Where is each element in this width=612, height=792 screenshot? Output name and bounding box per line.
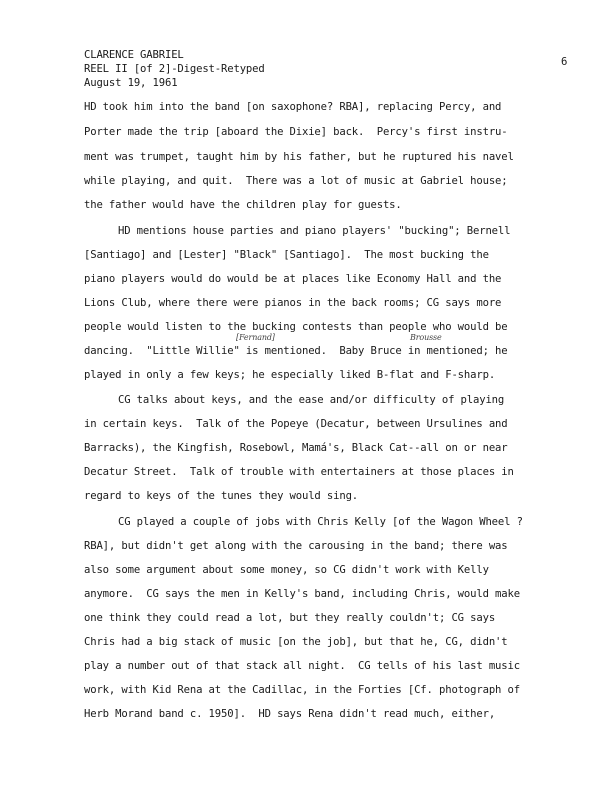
body-line: play a number out of that stack all night. CG tells of his last music: [84, 660, 520, 672]
body-line: piano players would do would be at places like Economy Hall and the: [84, 273, 502, 285]
body-line: Decatur Street. Talk of trouble with entertainers at those places in: [84, 466, 514, 478]
document-header: [84, 48, 265, 90]
body-line: ment was trumpet, taught him by his father, but he ruptured his navel: [84, 151, 514, 163]
handwritten-annotation-fernand: [Fernand]: [236, 333, 275, 342]
interview-date: August 19, 1961: [84, 77, 178, 89]
body-line: CG played a couple of jobs with Chris Kelly [of the Wagon Wheel ?: [118, 516, 523, 528]
body-line: in certain keys. Talk of the Popeye (Decatur, between Ursulines and: [84, 418, 508, 430]
reel-label: REEL II [of 2]-Digest-Retyped: [84, 63, 265, 75]
body-line: played in only a few keys; he especially liked B-flat and F-sharp.: [84, 369, 496, 381]
handwritten-annotation-brousse: Brousse: [410, 333, 442, 342]
body-line: work, with Kid Rena at the Cadillac, in the Forties [Cf. photograph of: [84, 684, 520, 696]
body-line: HD mentions house parties and piano players' "bucking"; Bernell: [118, 225, 511, 237]
body-line: one think they could read a lot, but they really couldn't; CG says: [84, 612, 496, 624]
body-line: Herb Morand band c. 1950]. HD says Rena didn't read much, either,: [84, 708, 496, 720]
body-line: anymore. CG says the men in Kelly's band, including Chris, would make: [84, 588, 520, 600]
interviewee-name: CLARENCE GABRIEL: [84, 49, 184, 61]
page-number: 6: [561, 56, 568, 68]
body-line: while playing, and quit. There was a lot of music at Gabriel house;: [84, 175, 508, 187]
body-line: Lions Club, where there were pianos in the back rooms; CG says more: [84, 297, 502, 309]
body-line: also some argument about some money, so CG didn't work with Kelly: [84, 564, 489, 576]
body-line: dancing. "Little Willie" is mentioned. Baby Bruce in mentioned; he: [84, 345, 508, 357]
body-line: [Santiago] and [Lester] "Black" [Santiago]. The most bucking the: [84, 249, 489, 261]
body-line: Chris had a big stack of music [on the job], but that he, CG, didn't: [84, 636, 508, 648]
body-line: HD took him into the band [on saxophone? RBA], replacing Percy, and: [84, 101, 502, 113]
body-line: regard to keys of the tunes they would sing.: [84, 490, 359, 502]
body-line: CG talks about keys, and the ease and/or difficulty of playing: [118, 394, 505, 406]
body-line: people would listen to the bucking contests than people who would be: [84, 321, 508, 333]
body-line: RBA], but didn't get along with the carousing in the band; there was: [84, 540, 508, 552]
body-line: the father would have the children play for guests.: [84, 199, 402, 211]
body-line: Porter made the trip [aboard the Dixie] back. Percy's first instru-: [84, 126, 508, 138]
body-line: Barracks), the Kingfish, Rosebowl, Mamá's, Black Cat--all on or near: [84, 442, 508, 454]
